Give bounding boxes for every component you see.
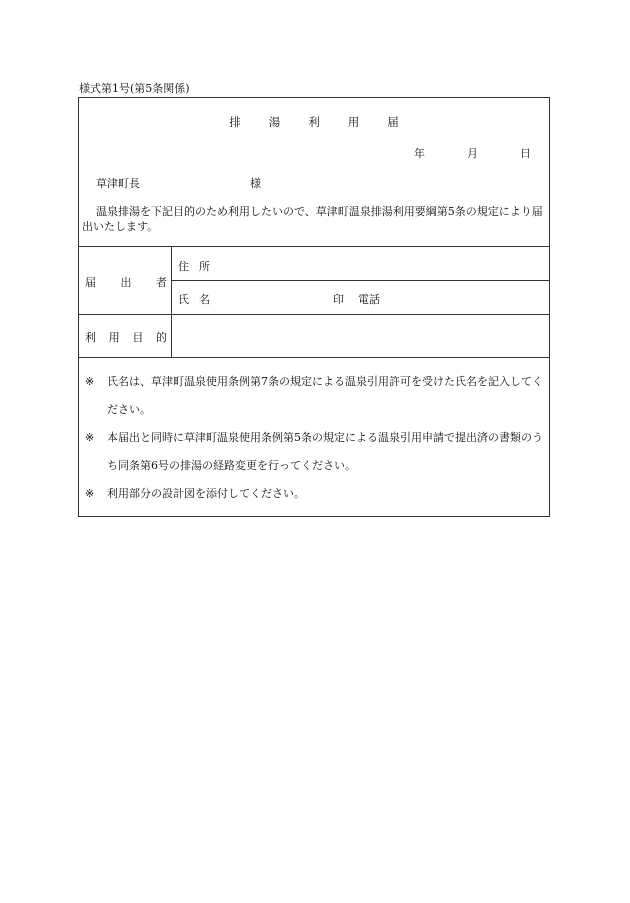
note-item [85, 368, 547, 424]
title-char: 届 [387, 115, 399, 129]
title-char: 利 [308, 115, 320, 129]
note-mark: ※ [85, 431, 95, 444]
divider [79, 246, 549, 247]
note-item [85, 480, 547, 508]
applicant-label [85, 274, 167, 290]
purpose-label-char: 目 [132, 331, 144, 344]
note-mark: ※ [85, 375, 95, 388]
addressee-name: 草津町長 [96, 177, 140, 190]
applicant-label-char: 者 [156, 276, 167, 289]
note-item [85, 424, 547, 480]
note-mark: ※ [85, 487, 95, 500]
title-char: 湯 [268, 115, 281, 129]
date-year-label: 年 [414, 147, 425, 160]
applicant-label-char: 出 [120, 276, 132, 289]
purpose-label [85, 329, 167, 345]
purpose-label-char: 的 [155, 331, 167, 344]
column-divider [171, 246, 172, 357]
note-text: 氏名は、草津町温泉使用条例第7条の規定による温泉引用許可を受けた氏名を記入してください。 [107, 375, 543, 416]
phone-field[interactable]: 電話 [358, 293, 380, 306]
note-text: 本届出と同時に草津町温泉使用条例第5条の規定による温泉引用申請で提出済の書類のうち同条第6号の排湯の経路変更を行ってください。 [107, 431, 543, 472]
form-title [79, 114, 549, 130]
seal-mark: 印 [333, 293, 344, 306]
addressee-honorific: 様 [250, 177, 261, 190]
form-frame [78, 97, 550, 517]
name-field[interactable] [178, 291, 210, 307]
purpose-label-char: 利 [85, 331, 96, 344]
applicant-label-char: 届 [85, 276, 96, 289]
divider [171, 280, 549, 281]
date-row [414, 145, 531, 161]
name-label-char: 氏 [178, 293, 189, 306]
addressee [96, 175, 261, 191]
date-month-label: 月 [467, 147, 478, 160]
title-char: 用 [347, 115, 360, 129]
name-label-char: 名 [199, 293, 210, 306]
address-label-char: 所 [199, 260, 210, 273]
divider [79, 314, 549, 315]
date-day-label: 日 [520, 147, 531, 160]
divider [79, 357, 549, 358]
purpose-label-char: 用 [108, 331, 120, 344]
title-char: 排 [229, 115, 241, 129]
note-text: 利用部分の設計図を添付してください。 [107, 487, 305, 500]
address-field[interactable] [178, 258, 210, 274]
form-number: 様式第1号(第5条関係) [79, 82, 190, 95]
request-statement: 温泉排湯を下記目的のため利用したいので、草津町温泉排湯利用要綱第5条の規定により届出いたします。 [82, 205, 543, 233]
address-label-char: 住 [178, 260, 189, 273]
